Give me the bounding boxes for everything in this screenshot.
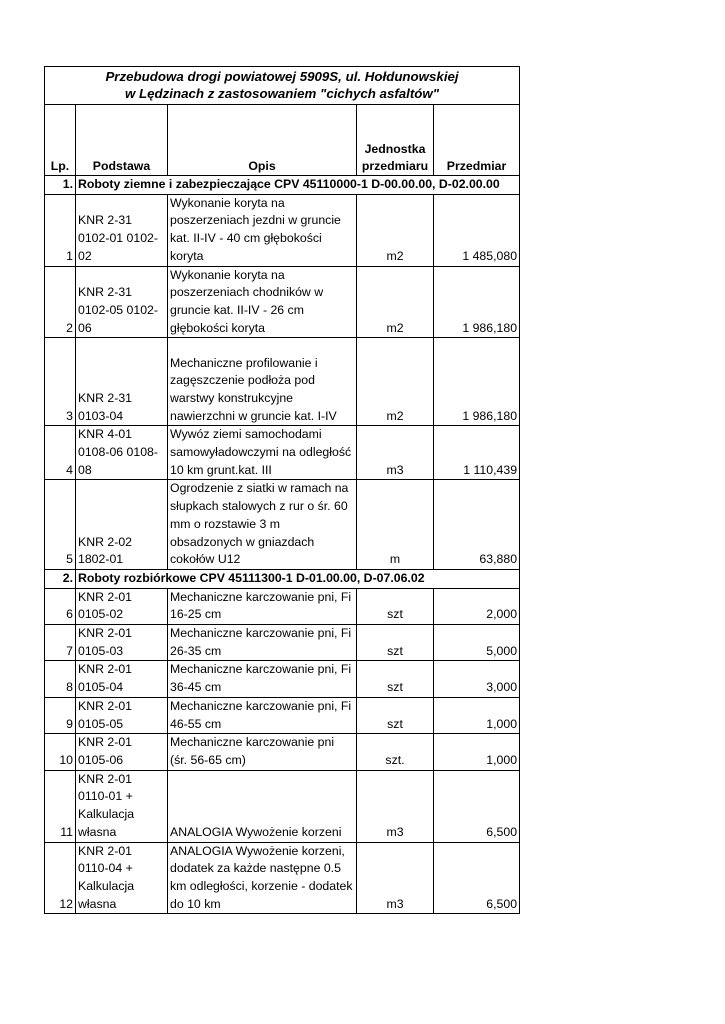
section-title: Roboty rozbiórkowe CPV 45111300-1 D-01.00.00, D-07.06.02	[76, 569, 520, 588]
row-basis: KNR 2-01 0105-03	[76, 625, 168, 661]
row-basis: KNR 2-31 0102-05 0102-06	[76, 266, 168, 338]
row-quantity: 63,880	[434, 480, 520, 570]
row-description: Wykonanie koryta na poszerzeniach jezdni w gruncie kat. II-IV - 40 cm głębokości koryta	[168, 194, 357, 266]
table-row	[45, 625, 520, 661]
row-basis: KNR 2-31 0102-01 0102-02	[76, 194, 168, 266]
row-lp: 9	[45, 697, 76, 733]
table-row	[45, 194, 520, 266]
row-unit: m3	[357, 842, 434, 914]
column-header-basis: Podstawa	[76, 105, 168, 176]
row-basis: KNR 2-01 0105-06	[76, 734, 168, 770]
column-header-quantity: Przedmiar	[434, 105, 520, 176]
row-unit: szt	[357, 661, 434, 697]
row-quantity: 1 986,180	[434, 338, 520, 426]
row-unit: szt	[357, 697, 434, 733]
row-unit: m	[357, 480, 434, 570]
section-number: 2.	[45, 569, 76, 588]
row-description: Ogrodzenie z siatki w ramach na słupkach stalowych z rur o śr. 60 mm o rozstawie 3 m obsadzonych w gniazdach cokołów U12	[168, 480, 357, 570]
table-row	[45, 588, 520, 624]
row-description: Mechaniczne karczowanie pni, Fi 36-45 cm	[168, 661, 357, 697]
column-header-description: Opis	[168, 105, 357, 176]
row-description: Mechaniczne karczowanie pni (śr. 56-65 cm)	[168, 734, 357, 770]
row-quantity: 1,000	[434, 697, 520, 733]
table-row	[45, 426, 520, 480]
row-quantity: 1 110,439	[434, 426, 520, 480]
table-row	[45, 661, 520, 697]
row-description: Wywóz ziemi samochodami samowyładowczymi na odległość 10 km grunt.kat. III	[168, 426, 357, 480]
row-description: Wykonanie koryta na poszerzeniach chodników w gruncie kat. II-IV - 26 cm głębokości koryta	[168, 266, 357, 338]
row-unit: m2	[357, 338, 434, 426]
row-lp: 12	[45, 842, 76, 914]
table-row	[45, 266, 520, 338]
row-unit: m3	[357, 426, 434, 480]
row-quantity: 1 485,080	[434, 194, 520, 266]
table-row	[45, 734, 520, 770]
row-lp: 6	[45, 588, 76, 624]
table-row	[45, 770, 520, 842]
cost-estimate-table	[44, 66, 520, 914]
table-row	[45, 338, 520, 426]
row-basis: KNR 2-01 0110-04 + Kalkulacja własna	[76, 842, 168, 914]
title-line-1: Przebudowa drogi powiatowej 5909S, ul. Hołdunowskiej	[105, 69, 459, 84]
row-unit: szt	[357, 625, 434, 661]
row-basis: KNR 2-02 1802-01	[76, 480, 168, 570]
row-lp: 10	[45, 734, 76, 770]
column-header-unit: Jednostka przedmiaru	[357, 105, 434, 176]
row-basis: KNR 2-01 0105-02	[76, 588, 168, 624]
title-line-2: w Lędzinach z zastosowaniem "cichych asfaltów"	[124, 86, 440, 101]
row-basis: KNR 2-01 0105-04	[76, 661, 168, 697]
row-lp: 1	[45, 194, 76, 266]
row-quantity: 1 986,180	[434, 266, 520, 338]
row-lp: 2	[45, 266, 76, 338]
row-lp: 8	[45, 661, 76, 697]
row-basis: KNR 4-01 0108-06 0108-08	[76, 426, 168, 480]
row-lp: 5	[45, 480, 76, 570]
row-unit: m2	[357, 266, 434, 338]
section-number: 1.	[45, 176, 76, 195]
document-title	[45, 67, 520, 105]
row-lp: 11	[45, 770, 76, 842]
table-row	[45, 480, 520, 570]
row-quantity: 5,000	[434, 625, 520, 661]
row-basis: KNR 2-01 0105-05	[76, 697, 168, 733]
row-unit: szt.	[357, 734, 434, 770]
row-lp: 7	[45, 625, 76, 661]
row-quantity: 6,500	[434, 770, 520, 842]
row-quantity: 2,000	[434, 588, 520, 624]
row-description: Mechaniczne profilowanie i zagęszczenie podłoża pod warstwy konstrukcyjne nawierzchni w gruncie kat. I-IV	[168, 338, 357, 426]
row-unit: m3	[357, 770, 434, 842]
row-quantity: 1,000	[434, 734, 520, 770]
row-description: Mechaniczne karczowanie pni, Fi 26-35 cm	[168, 625, 357, 661]
table-row	[45, 842, 520, 914]
row-description: ANALOGIA Wywożenie korzeni, dodatek za każde następne 0.5 km odległości, korzenie - dodatek do 10 km	[168, 842, 357, 914]
row-description: ANALOGIA Wywożenie korzeni	[168, 770, 357, 842]
row-basis: KNR 2-01 0110-01 + Kalkulacja własna	[76, 770, 168, 842]
row-quantity: 6,500	[434, 842, 520, 914]
row-quantity: 3,000	[434, 661, 520, 697]
table-row	[45, 697, 520, 733]
row-lp: 3	[45, 338, 76, 426]
row-unit: m2	[357, 194, 434, 266]
row-description: Mechaniczne karczowanie pni, Fi 46-55 cm	[168, 697, 357, 733]
column-header-lp: Lp.	[45, 105, 76, 176]
row-basis: KNR 2-31 0103-04	[76, 338, 168, 426]
row-unit: szt	[357, 588, 434, 624]
section-title: Roboty ziemne i zabezpieczające CPV 45110000-1 D-00.00.00, D-02.00.00	[76, 176, 520, 195]
row-lp: 4	[45, 426, 76, 480]
row-description: Mechaniczne karczowanie pni, Fi 16-25 cm	[168, 588, 357, 624]
